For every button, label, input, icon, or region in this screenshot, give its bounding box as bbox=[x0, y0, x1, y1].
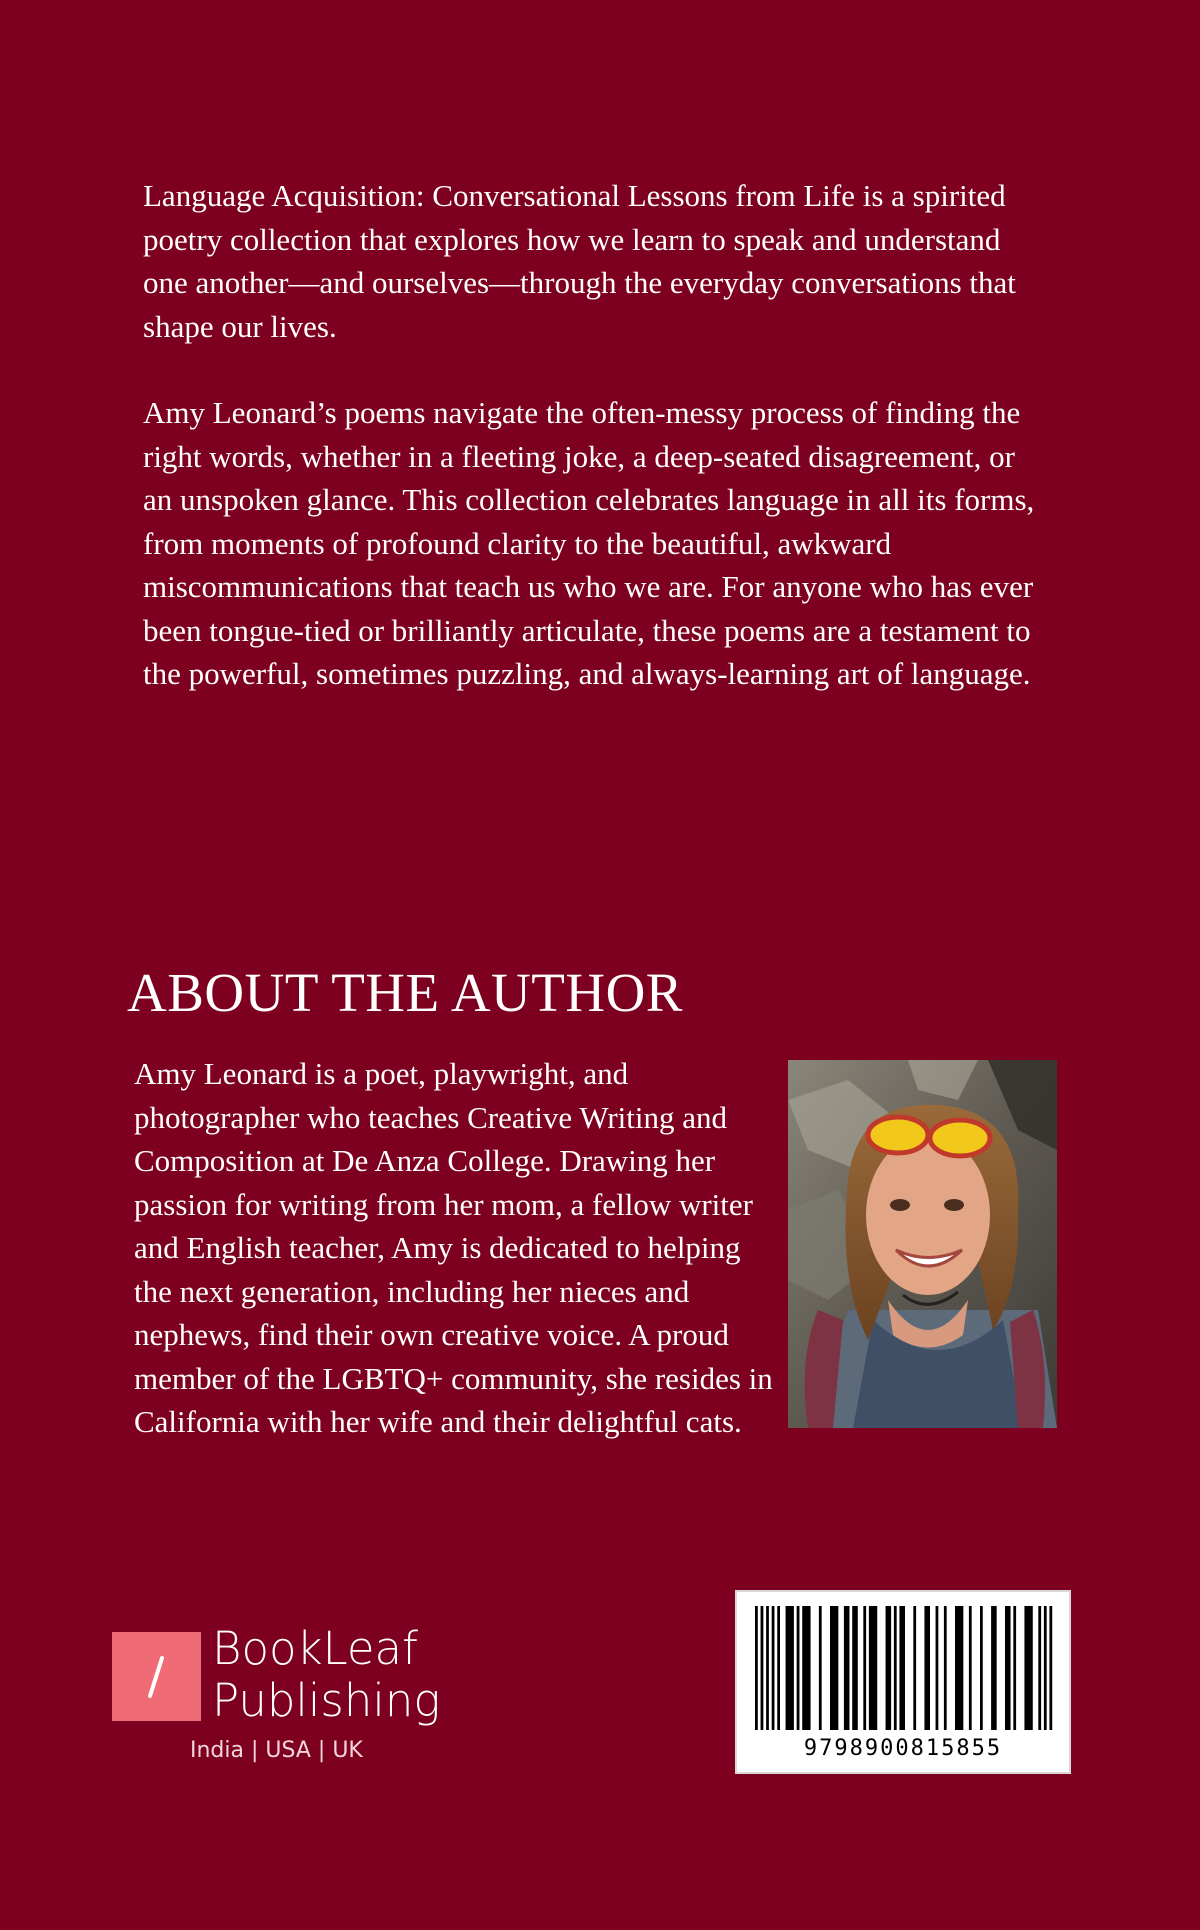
barcode-bar bbox=[772, 1606, 775, 1730]
author-photo-image bbox=[788, 1060, 1057, 1428]
barcode-bars bbox=[753, 1606, 1057, 1730]
barcode-bar bbox=[899, 1606, 905, 1730]
barcode-bar bbox=[991, 1606, 997, 1730]
barcode-bar bbox=[944, 1606, 947, 1730]
about-author-heading: ABOUT THE AUTHOR bbox=[127, 962, 683, 1023]
barcode-bar bbox=[766, 1606, 769, 1730]
barcode-bar bbox=[913, 1606, 916, 1730]
barcode-bar bbox=[1038, 1606, 1041, 1730]
barcode-bar bbox=[852, 1606, 858, 1730]
barcode-bar bbox=[777, 1606, 780, 1730]
barcode-bar bbox=[1049, 1606, 1052, 1730]
author-bio: Amy Leonard is a poet, playwright, and photographer who teaches Creative Writing and Composition at De Anza College. Drawing her passion for writing from her mom, a fellow writer and English teacher, Amy is dedicated to helping the next generation, including her nieces and nephews, find their own creative voice. A proud member of the LGBTQ+ community, she resides in California with her wife and their delightful cats. bbox=[134, 1056, 773, 1439]
barcode-bar bbox=[819, 1606, 822, 1730]
author-photo bbox=[788, 1060, 1057, 1428]
barcode-bar bbox=[802, 1606, 810, 1730]
barcode-bar bbox=[755, 1606, 758, 1730]
barcode-bar bbox=[830, 1606, 838, 1730]
barcode-bar bbox=[936, 1606, 939, 1730]
barcode-bar bbox=[786, 1606, 794, 1730]
isbn-barcode bbox=[735, 1590, 1071, 1774]
barcode-bar bbox=[863, 1606, 866, 1730]
blurb-paragraph-2: Amy Leonard’s poems navigate the often-messy process of finding the right words, whether in a fleeting joke, a deep-seated disagreement, or an unspoken glance. This collection celebrates language in all its forms, from moments of profound clarity to the beautiful, awkward miscommunications that teach us who we are. For anyone who has ever been tongue-tied or brilliantly articulate, these poems are a testament to the powerful, sometimes puzzling, and always-learning art of language. bbox=[143, 395, 1035, 691]
publisher-regions: India | USA | UK bbox=[190, 1738, 363, 1763]
barcode-bar bbox=[1024, 1606, 1032, 1730]
barcode-bar bbox=[761, 1606, 764, 1730]
barcode-bar bbox=[869, 1606, 877, 1730]
isbn-number: 9798900815855 bbox=[803, 1736, 1003, 1761]
publisher-name-line1: BookLeaf bbox=[212, 1622, 418, 1675]
barcode-bar bbox=[894, 1606, 897, 1730]
barcode-bar bbox=[969, 1606, 972, 1730]
book-blurb bbox=[143, 174, 1043, 696]
barcode-bar bbox=[886, 1606, 892, 1730]
barcode-bar bbox=[1005, 1606, 1011, 1730]
blurb-paragraph-1: Language Acquisition: Conversational Lessons from Life is a spirited poetry collection that explores how we learn to speak and understand one another—and ourselves—through the everyday conversations that shape our lives. bbox=[143, 178, 1016, 344]
barcode-bar bbox=[1013, 1606, 1016, 1730]
barcode-bar bbox=[955, 1606, 963, 1730]
barcode-bar bbox=[797, 1606, 800, 1730]
barcode-bar bbox=[980, 1606, 983, 1730]
bookleaf-logo-icon bbox=[112, 1632, 201, 1721]
barcode-bar bbox=[844, 1606, 850, 1730]
barcode-bar bbox=[1044, 1606, 1047, 1730]
publisher-name-line2: Publishing bbox=[212, 1674, 441, 1727]
barcode-bar bbox=[924, 1606, 930, 1730]
publisher-name bbox=[212, 1623, 440, 1727]
